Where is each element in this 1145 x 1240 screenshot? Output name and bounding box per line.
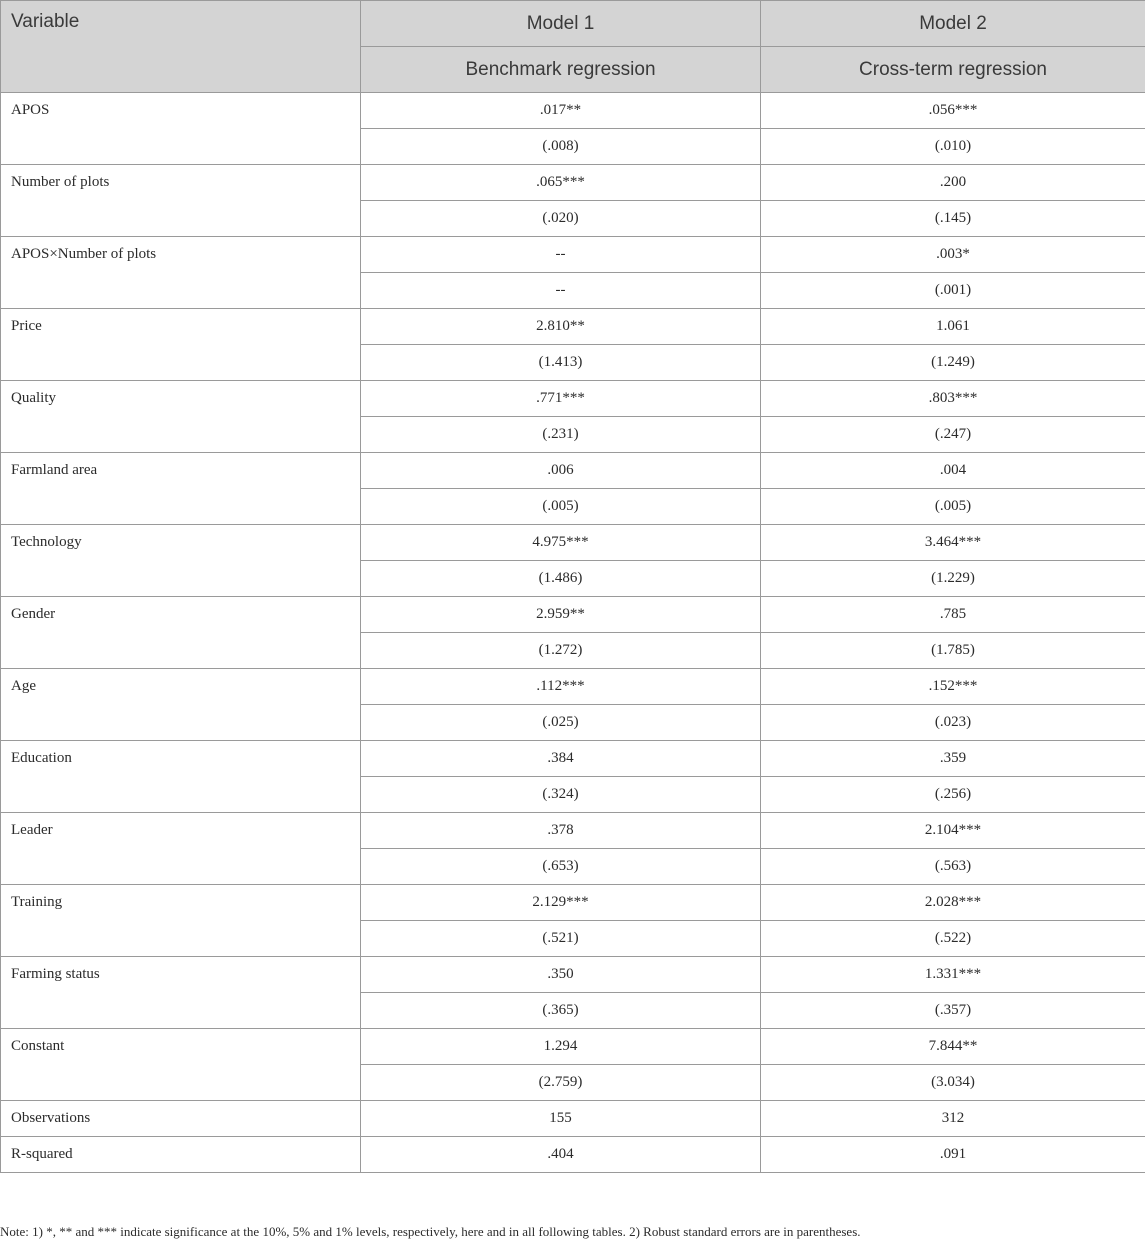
model1-coefficient: 1.294	[361, 1029, 761, 1065]
model2-coefficient: 1.331***	[761, 957, 1145, 993]
model2-standard-error: (.522)	[761, 921, 1145, 957]
table-body	[1, 93, 1145, 1173]
model1-coefficient: --	[361, 237, 761, 273]
model1-standard-error: (.365)	[361, 993, 761, 1029]
row-label: Constant	[1, 1029, 361, 1101]
model2-coefficient: .200	[761, 165, 1145, 201]
stats-row	[1, 1137, 1145, 1173]
model2-standard-error: (.023)	[761, 705, 1145, 741]
model2-coefficient: 2.104***	[761, 813, 1145, 849]
model2-header: Model 2	[761, 1, 1145, 47]
model1-standard-error: (.231)	[361, 417, 761, 453]
model1-standard-error: (2.759)	[361, 1065, 761, 1101]
row-label: Training	[1, 885, 361, 957]
model1-coefficient: 4.975***	[361, 525, 761, 561]
model2-subheader: Cross-term regression	[761, 47, 1145, 93]
stats-label: Observations	[1, 1101, 361, 1137]
model2-coefficient: .004	[761, 453, 1145, 489]
model2-standard-error: (.010)	[761, 129, 1145, 165]
model2-standard-error: (.563)	[761, 849, 1145, 885]
model2-standard-error: (1.785)	[761, 633, 1145, 669]
table-row	[1, 93, 1145, 129]
model1-standard-error: (.008)	[361, 129, 761, 165]
model2-standard-error: (.357)	[761, 993, 1145, 1029]
model2-coefficient: .803***	[761, 381, 1145, 417]
model2-coefficient: 7.844**	[761, 1029, 1145, 1065]
model1-coefficient: .065***	[361, 165, 761, 201]
row-label: APOS×Number of plots	[1, 237, 361, 309]
model1-standard-error: (1.486)	[361, 561, 761, 597]
model2-standard-error: (.005)	[761, 489, 1145, 525]
table-row	[1, 525, 1145, 561]
table-row	[1, 957, 1145, 993]
table-row	[1, 885, 1145, 921]
model1-standard-error: --	[361, 273, 761, 309]
model1-coefficient: .771***	[361, 381, 761, 417]
model2-coefficient: .003*	[761, 237, 1145, 273]
model1-coefficient: .350	[361, 957, 761, 993]
model1-coefficient: .378	[361, 813, 761, 849]
row-label: Education	[1, 741, 361, 813]
model1-coefficient: 2.129***	[361, 885, 761, 921]
model2-coefficient: .056***	[761, 93, 1145, 129]
stats-row	[1, 1101, 1145, 1137]
model1-coefficient: .006	[361, 453, 761, 489]
table-header	[1, 1, 1145, 93]
variable-header: Variable	[1, 1, 361, 93]
table-row	[1, 309, 1145, 345]
model2-standard-error: (.247)	[761, 417, 1145, 453]
model1-coefficient: .017**	[361, 93, 761, 129]
table-row	[1, 381, 1145, 417]
row-label: Number of plots	[1, 165, 361, 237]
model2-standard-error: (3.034)	[761, 1065, 1145, 1101]
model1-standard-error: (.324)	[361, 777, 761, 813]
model1-subheader: Benchmark regression	[361, 47, 761, 93]
table-row	[1, 669, 1145, 705]
row-label: Quality	[1, 381, 361, 453]
model2-coefficient: 1.061	[761, 309, 1145, 345]
model1-standard-error: (1.272)	[361, 633, 761, 669]
model2-standard-error: (.145)	[761, 201, 1145, 237]
table-note: Note: 1) *, ** and *** indicate significance at the 10%, 5% and 1% levels, respectively, here and in all following tables. 2) Robust standard errors are in parentheses.	[0, 1224, 861, 1239]
row-label: Age	[1, 669, 361, 741]
model1-standard-error: (.025)	[361, 705, 761, 741]
model2-standard-error: (1.229)	[761, 561, 1145, 597]
model1-standard-error: (.521)	[361, 921, 761, 957]
stats-label: R-squared	[1, 1137, 361, 1173]
model2-standard-error: (.256)	[761, 777, 1145, 813]
row-label: Farming status	[1, 957, 361, 1029]
model1-standard-error: (1.413)	[361, 345, 761, 381]
model1-coefficient: .112***	[361, 669, 761, 705]
table-row	[1, 237, 1145, 273]
table-row	[1, 453, 1145, 489]
model1-standard-error: (.653)	[361, 849, 761, 885]
row-label: Technology	[1, 525, 361, 597]
table-row	[1, 813, 1145, 849]
row-label: Farmland area	[1, 453, 361, 525]
row-label: Gender	[1, 597, 361, 669]
row-label: Price	[1, 309, 361, 381]
model1-coefficient: .384	[361, 741, 761, 777]
table-row	[1, 1029, 1145, 1065]
model2-coefficient: 3.464***	[761, 525, 1145, 561]
model1-header: Model 1	[361, 1, 761, 47]
row-label: Leader	[1, 813, 361, 885]
model1-standard-error: (.020)	[361, 201, 761, 237]
model2-standard-error: (.001)	[761, 273, 1145, 309]
model2-coefficient: .785	[761, 597, 1145, 633]
model2-standard-error: (1.249)	[761, 345, 1145, 381]
model2-stat: 312	[761, 1101, 1145, 1137]
table-row	[1, 597, 1145, 633]
model2-coefficient: .152***	[761, 669, 1145, 705]
model2-coefficient: 2.028***	[761, 885, 1145, 921]
model1-stat: .404	[361, 1137, 761, 1173]
model1-coefficient: 2.810**	[361, 309, 761, 345]
model1-stat: 155	[361, 1101, 761, 1137]
row-label: APOS	[1, 93, 361, 165]
table-row	[1, 165, 1145, 201]
model1-coefficient: 2.959**	[361, 597, 761, 633]
model2-stat: .091	[761, 1137, 1145, 1173]
model1-standard-error: (.005)	[361, 489, 761, 525]
table-row	[1, 741, 1145, 777]
model2-coefficient: .359	[761, 741, 1145, 777]
